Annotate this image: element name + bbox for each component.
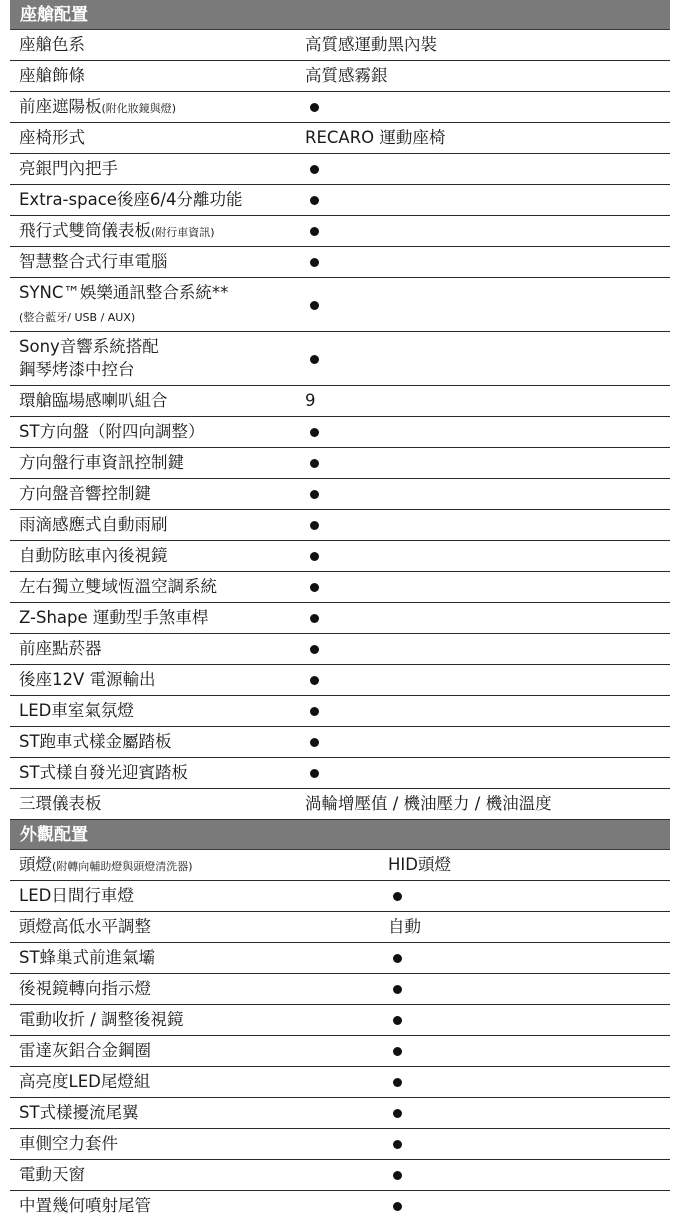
bullet-dot-icon: [310, 645, 319, 654]
bullet-dot-icon: [393, 1171, 402, 1180]
spec-label: [10, 336, 297, 381]
spec-label-text: ST式樣自發光迎賓踏板: [19, 762, 189, 782]
spec-row: [10, 1036, 670, 1067]
bullet-dot-icon: [310, 521, 319, 530]
spec-label: [10, 1195, 380, 1217]
spec-row: [10, 216, 670, 247]
bullet-dot-icon: [393, 1109, 402, 1118]
spec-label: [10, 1164, 380, 1186]
spec-row: [10, 417, 670, 448]
spec-label-text: 左右獨立雙域恆溫空調系統: [19, 576, 217, 596]
included-dot: [297, 422, 319, 442]
spec-row: [10, 1160, 670, 1191]
spec-row: [10, 850, 670, 881]
bullet-dot-icon: [310, 769, 319, 778]
spec-label: [10, 1071, 380, 1093]
spec-row: [10, 758, 670, 789]
bullet-dot-icon: [393, 1202, 402, 1211]
spec-label-text: 後座12V 電源輸出: [19, 669, 156, 689]
spec-label: [10, 669, 297, 691]
spec-label-text: 頭燈高低水平調整: [19, 916, 151, 936]
included-dot: [297, 252, 319, 272]
spec-row: [10, 1005, 670, 1036]
included-dot: [297, 515, 319, 535]
spec-label: [10, 251, 297, 273]
spec-label-text: 前座點菸器: [19, 638, 102, 658]
bullet-dot-icon: [310, 103, 319, 112]
spec-label: [10, 514, 297, 536]
spec-row: [10, 1067, 670, 1098]
bullet-dot-icon: [393, 954, 402, 963]
spec-row: [10, 278, 670, 332]
spec-label: [10, 576, 297, 598]
spec-label: [10, 885, 380, 907]
bullet-dot-icon: [310, 196, 319, 205]
included-dot: [297, 577, 319, 597]
exterior-section: [10, 820, 670, 1217]
interior-section: [10, 0, 670, 820]
spec-label-text: 自動防眩車內後視鏡: [19, 545, 168, 565]
spec-label-text: 雨滴感應式自動雨刷: [19, 514, 168, 534]
bullet-dot-icon: [310, 676, 319, 685]
spec-row: [10, 92, 670, 123]
spec-row: [10, 61, 670, 92]
bullet-dot-icon: [310, 227, 319, 236]
spec-label: [10, 545, 297, 567]
bullet-dot-icon: [393, 1047, 402, 1056]
spec-row: [10, 1191, 670, 1217]
bullet-dot-icon: [393, 892, 402, 901]
spec-row: [10, 1098, 670, 1129]
spec-label: [10, 483, 297, 505]
spec-row: [10, 386, 670, 417]
spec-value: RECARO 運動座椅: [305, 128, 446, 148]
included-dot: [297, 221, 319, 241]
spec-label-text: Z-Shape 運動型手煞車桿: [19, 607, 209, 627]
included-dot: [297, 484, 319, 504]
spec-label-line2: (整合藍牙/ USB / AUX): [19, 310, 136, 324]
spec-row: [10, 448, 670, 479]
spec-row: [10, 789, 670, 820]
bullet-dot-icon: [310, 355, 319, 364]
spec-label-text: ST式樣擾流尾翼: [19, 1102, 139, 1122]
spec-row: [10, 1129, 670, 1160]
spec-row: [10, 123, 670, 154]
spec-label: [10, 421, 297, 443]
spec-label: [10, 731, 297, 753]
spec-row: [10, 332, 670, 386]
spec-label: [10, 793, 297, 815]
spec-label: [10, 607, 297, 629]
spec-label-text: 座椅形式: [19, 127, 85, 147]
spec-row: [10, 541, 670, 572]
spec-label: [10, 947, 380, 969]
included-dot: [297, 639, 319, 659]
spec-row: [10, 572, 670, 603]
bullet-dot-icon: [310, 490, 319, 499]
spec-row: [10, 727, 670, 758]
included-dot: [297, 763, 319, 783]
bullet-dot-icon: [310, 738, 319, 747]
spec-row: [10, 154, 670, 185]
included-dot: [380, 1010, 402, 1030]
included-dot: [297, 453, 319, 473]
included-dot: [297, 546, 319, 566]
included-dot: [380, 948, 402, 968]
spec-label-text: Sony音響系統搭配: [19, 337, 159, 357]
section-title-interior: 座艙配置: [10, 0, 670, 30]
spec-label-text: SYNC™娛樂通訊整合系統**: [19, 283, 229, 303]
included-dot: [297, 732, 319, 752]
spec-label: [10, 390, 297, 412]
spec-label: [10, 916, 380, 938]
spec-label: [10, 638, 297, 660]
spec-label: [10, 127, 297, 149]
included-dot: [380, 979, 402, 999]
spec-label: [10, 1102, 380, 1124]
bullet-dot-icon: [310, 583, 319, 592]
spec-row: [10, 943, 670, 974]
spec-label-text: ST蜂巢式前進氣壩: [19, 947, 156, 967]
spec-label-text: ST跑車式樣金屬踏板: [19, 731, 172, 751]
spec-label: [10, 220, 297, 242]
bullet-dot-icon: [310, 459, 319, 468]
spec-label-text: 電動天窗: [19, 1164, 85, 1184]
spec-value: 高質感霧銀: [305, 66, 388, 86]
section-title-exterior: 外觀配置: [10, 820, 670, 850]
spec-label: [10, 762, 297, 784]
spec-row: [10, 696, 670, 727]
spec-label-text: 前座遮陽板: [19, 96, 102, 116]
spec-label-text: 座艙色系: [19, 34, 85, 54]
spec-value: 高質感運動黑內裝: [305, 35, 437, 55]
spec-row: [10, 974, 670, 1005]
spec-label: [10, 452, 297, 474]
spec-value: 自動: [388, 917, 421, 937]
spec-value: HID頭燈: [388, 855, 451, 875]
spec-label-text: 三環儀表板: [19, 793, 102, 813]
spec-label: [10, 96, 297, 118]
included-dot: [297, 97, 319, 117]
spec-label-text: 方向盤音響控制鍵: [19, 483, 151, 503]
spec-row: [10, 247, 670, 278]
spec-label-text: 車側空力套件: [19, 1133, 118, 1153]
included-dot: [297, 701, 319, 721]
included-dot: [380, 1072, 402, 1092]
included-dot: [380, 1165, 402, 1185]
spec-label: [10, 34, 297, 56]
included-dot: [380, 1134, 402, 1154]
included-dot: [380, 1041, 402, 1061]
bullet-dot-icon: [393, 1078, 402, 1087]
spec-row: [10, 479, 670, 510]
bullet-dot-icon: [310, 614, 319, 623]
spec-row: [10, 881, 670, 912]
spec-label-text: 亮銀門內把手: [19, 158, 118, 178]
bullet-dot-icon: [310, 258, 319, 267]
included-dot: [297, 190, 319, 210]
bullet-dot-icon: [393, 985, 402, 994]
included-dot: [380, 886, 402, 906]
bullet-dot-icon: [310, 301, 319, 310]
spec-label-text: 方向盤行車資訊控制鍵: [19, 452, 184, 472]
spec-label-text: 座艙飾條: [19, 65, 85, 85]
spec-label: [10, 978, 380, 1000]
bullet-dot-icon: [310, 165, 319, 174]
spec-label-text: 電動收折 / 調整後視鏡: [19, 1009, 184, 1029]
spec-row: [10, 30, 670, 61]
bullet-dot-icon: [310, 428, 319, 437]
bullet-dot-icon: [393, 1140, 402, 1149]
spec-row: [10, 185, 670, 216]
spec-label: [10, 158, 297, 180]
included-dot: [297, 295, 319, 315]
spec-row: [10, 912, 670, 943]
included-dot: [297, 608, 319, 628]
spec-label-text: 智慧整合式行車電腦: [19, 251, 168, 271]
spec-label-text: 飛行式雙筒儀表板: [19, 220, 151, 240]
included-dot: [297, 159, 319, 179]
spec-label: [10, 1133, 380, 1155]
bullet-dot-icon: [310, 707, 319, 716]
included-dot: [380, 1196, 402, 1216]
spec-label: [10, 1009, 380, 1031]
spec-row: [10, 603, 670, 634]
spec-label-note: (附轉向輔助燈與頭燈清洗器): [52, 859, 193, 873]
spec-label: [10, 1040, 380, 1062]
spec-value: 9: [305, 391, 316, 411]
spec-value: 渦輪增壓值 / 機油壓力 / 機油溫度: [305, 794, 552, 814]
spec-label-note: (附行車資訊): [151, 225, 215, 239]
spec-label-text: 中置幾何噴射尾管: [19, 1195, 151, 1215]
spec-row: [10, 510, 670, 541]
bullet-dot-icon: [310, 552, 319, 561]
spec-label-text: 後視鏡轉向指示燈: [19, 978, 151, 998]
spec-label-text: 頭燈: [19, 854, 52, 874]
spec-label-text: ST方向盤（附四向調整）: [19, 421, 205, 441]
spec-label: [10, 700, 297, 722]
spec-label: [10, 189, 297, 211]
spec-label: [10, 282, 297, 327]
spec-label-text: LED日間行車燈: [19, 885, 134, 905]
spec-row: [10, 634, 670, 665]
bullet-dot-icon: [393, 1016, 402, 1025]
spec-label-line2: 鋼琴烤漆中控台: [19, 359, 135, 379]
spec-label-text: 雷達灰鋁合金鋼圈: [19, 1040, 151, 1060]
included-dot: [380, 1103, 402, 1123]
spec-label-text: 環艙臨場感喇叭組合: [19, 390, 168, 410]
spec-label-text: Extra-space後座6/4分離功能: [19, 189, 243, 209]
spec-label: [10, 854, 380, 876]
spec-label: [10, 65, 297, 87]
spec-label-text: 高亮度LED尾燈組: [19, 1071, 151, 1091]
spec-label-note: (附化妝鏡與燈): [101, 101, 177, 115]
spec-row: [10, 665, 670, 696]
spec-label-text: LED車室氣氛燈: [19, 700, 134, 720]
included-dot: [297, 349, 319, 369]
included-dot: [297, 670, 319, 690]
